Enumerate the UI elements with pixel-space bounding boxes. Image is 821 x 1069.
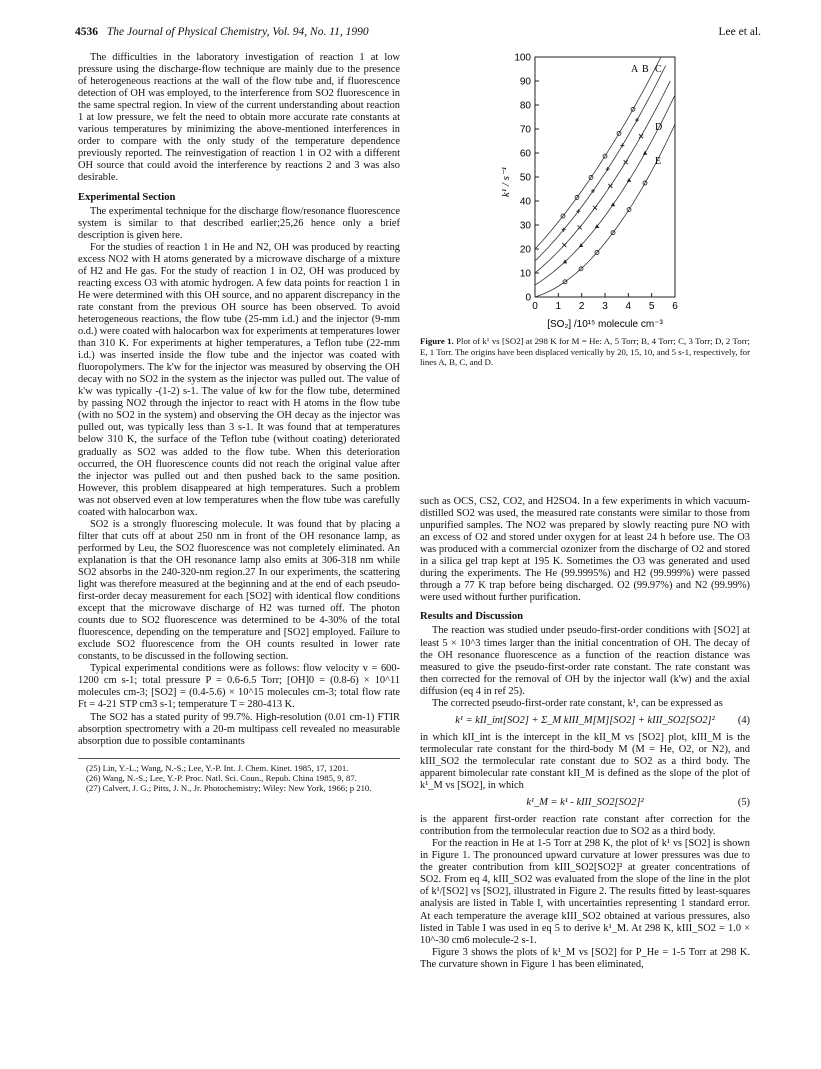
y-tick-label: 80 <box>519 100 531 112</box>
experimental-paragraph-1: The experimental technique for the discharge flow/resonance fluorescence system is similar to that described earlier;25,26 hence only a brief description is given here. <box>78 205 400 241</box>
y-tick-label: 60 <box>519 148 531 160</box>
data-point <box>624 160 628 164</box>
equation-5-body: k¹_M = k¹ - kIII_SO2[SO2]² <box>526 797 644 809</box>
x-axis-label: [SO₂] /10¹⁵ molecule cm⁻³ <box>547 319 663 330</box>
right-column <box>420 496 750 971</box>
reference-26: (26) Wang, N.-S.; Lee, Y.-P. Proc. Natl. Sci. Coun., Repub. China 1985, 9, 87. <box>86 772 357 783</box>
y-tick-label: 20 <box>519 244 531 256</box>
data-point <box>593 206 597 210</box>
y-tick-label: 30 <box>519 220 531 232</box>
line-label-e: E <box>655 156 662 167</box>
footnote-references <box>78 758 400 794</box>
figure-1 <box>495 52 695 332</box>
data-point <box>562 243 566 247</box>
journal-citation: The Journal of Physical Chemistry, Vol. 94, No. 11, 1990 <box>106 26 369 38</box>
equation-5-number: (5) <box>737 797 750 809</box>
experimental-paragraph-3: SO2 is a strongly fluorescing molecule. It was found that by placing a filter that cuts off at about 250 nm in front of the OH resonance lamp, as performed by Leu, the SO2 fluorescence was not completely eliminated. An explanation is that the OH resonance lamp also emits at 306-318 nm while SO2 absorbs in the 240-320-nm region.27 In our experiments, the scattering light was therefore measured at the beginning and at the end of each pseudo-first-order decay measurement for each [SO2] with identical flow conditions except that the microwave discharge of H2 was turned off. The photon counts due to SO2 fluorescence was determined to be 4-30% of the total fluorescence, depending on the temperature and [SO2] employed. Failure to exclude SO2 fluorescence from the OH counts resulted in lower rate constants, to be discussed in the following section. <box>78 518 400 663</box>
line-d <box>535 95 675 285</box>
left-column <box>78 52 400 793</box>
data-point <box>578 225 582 229</box>
y-axis-label: k¹ / s⁻¹ <box>500 166 512 198</box>
reference-25: (25) Lin, Y.-L.; Wang, N.-S.; Lee, Y.-P. Int. J. Chem. Kinet. 1985, 17, 1201. <box>86 762 349 773</box>
data-point <box>639 134 643 138</box>
plot-frame <box>535 57 675 297</box>
data-point <box>635 118 639 122</box>
x-tick-label: 5 <box>648 301 655 312</box>
results-paragraph-1: The reaction was studied under pseudo-first-order conditions with [SO2] at least 5 × 10^3 times larger than the initial concentration of OH. The decay of the OH resonance fluorescence as a function of the reaction distance was measured to give the pseudo-first-order rate constant. The rate constant was then corrected for the removal of OH by the injector wall (k'w) and the axial diffusion (eq 4 in ref 25). <box>420 625 750 697</box>
y-tick-label: 10 <box>519 268 531 280</box>
equation-4 <box>420 715 750 727</box>
x-tick-label: 2 <box>578 301 585 312</box>
x-tick-label: 3 <box>602 301 608 312</box>
results-paragraph-2: The corrected pseudo-first-order rate constant, k¹, can be expressed as <box>432 697 723 709</box>
results-heading: Results and Discussion <box>420 611 524 623</box>
intro-paragraph: The difficulties in the laboratory investigation of reaction 1 at low pressure using the discharge-flow technique are mainly due to the presence of heterogeneous reactions at the wall of the flow tube and, if fluorescence detection of OH was employed, to the interference from SO2 fluorescence in the same spectral region. In view of the current understanding about reaction 1 at low pressure, we felt the need to obtain more accurate rate constants at various temperatures by minimizing the above-mentioned interferences in order to compare with the only study of the temperature dependence previously reported. The reinvestigation of reaction 1 in O2 with a different OH source that could avoid the interference by reactions 2 and 3 was also desirable. <box>78 52 400 184</box>
data-point <box>643 151 647 155</box>
fit-lines <box>535 57 675 297</box>
equation-4-body: k¹ = kII_int[SO2] + Σ_M kIII_M[M][SO2] + kIII_SO2[SO2]² <box>455 714 715 726</box>
data-point <box>606 167 610 171</box>
data-point <box>608 184 612 188</box>
caption-label: Figure 1. <box>420 336 454 346</box>
y-tick-label: 40 <box>519 196 531 208</box>
results-paragraph-4: is the apparent first-order reaction rate constant after correction for the contribution from the termolecular reaction due to SO2 as a third body. <box>420 814 750 838</box>
y-tick-label: 50 <box>519 172 531 184</box>
page-header <box>75 26 761 44</box>
purity-paragraph: such as OCS, CS2, CO2, and H2SO4. In a few experiments in which vacuum-distilled SO2 was used, the measured rate constants were similar to those from unpurified samples. The NO2 was prepared by slowly reacting pure NO with an excess of O2 and stored under oxygen for at least 24 h before use. The O3 was produced with a commercial ozonizer from the discharge of O2 and stored in a silica gel trap kept at 195 K. Sometimes the O3 was generated and used during the experiments. The He (99.9995%) and H2 (99.999%) were passed through a 77 K trap before being discharged. O2 (99.97%) and N2 (99.99%) were used without further purification. <box>420 496 750 604</box>
data-point <box>627 178 631 182</box>
results-paragraph-6: Figure 3 shows the plots of k¹_M vs [SO2] for P_He = 1-5 Torr at 298 K. The curvature shown in Figure 1 has been eliminated, <box>420 946 750 970</box>
y-tick-label: 90 <box>519 76 531 88</box>
line-label-c: C <box>655 64 662 75</box>
equation-4-number: (4) <box>737 714 750 726</box>
experimental-heading: Experimental Section <box>78 191 176 203</box>
line-label-b: B <box>642 64 649 75</box>
figure-1-caption <box>420 336 750 368</box>
x-tick-label: 6 <box>672 301 678 312</box>
x-axis-ticks <box>532 293 678 312</box>
experimental-paragraph-2: For the studies of reaction 1 in He and N2, OH was produced by reacting excess NO2 with H atoms generated by a microwave discharge of a mixture of H2 and He gas. For the study of reaction 1 in O2, OH was produced by reacting excess O3 with atomic hydrogen. A few data points for reaction 1 in He were determined with this OH source, and no apparent discrepancy in the rate constant from the previous OH source has been observed. To avoid heterogeneous reactions, the flow tube (25-mm i.d.) and the injector (9-mm o.d.) were coated with halocarbon wax for experiments at temperatures lower than 310 K. For experiments at higher temperatures, a Teflon tube (22-mm i.d.) was inserted inside the flow tube and the injector was coated with fluoropolymers. The k'w for the injector was measured by observing the OH decay with no SO2 in the system as the injector was pulled out. The value of k'w was typically -(1-2) s-1. The value of kw for the flow tube, determined by passing NO2 through the injector to react with H atoms in the flow tube (with no SO2 in the system) and observing the OH decay as the injector was pulled out, was typically less than 3 s-1. It was found that at temperatures below 310 K, the surface of the Teflon tube (without coating) deteriorated gradually as SO2 was added to the flow tube. When this deterioration occurred, the OH fluorescence counts did not reach the original value after the injector was pulled out and then pushed back to the same position. However, this problem disappeared at high temperatures. Such a problem was not observed even at low temperatures when the flow tube was carefully coated with halocarbon wax. <box>78 241 400 518</box>
x-tick-label: 4 <box>625 301 632 312</box>
x-tick-label: 0 <box>532 301 538 312</box>
line-a <box>535 57 661 249</box>
page-number: 4536 <box>75 26 98 38</box>
results-paragraph-3: in which kII_int is the intercept in the kII_M vs [SO2] plot, kIII_M is the termolecular rate constant for the third-body M (M = He, O2, or N2), and kIII_SO2 the termolecular rate constant due to SO2 as a third body. The apparent bimolecular rate constant kII_M is defined as the slope of the plot of k¹_M vs [SO2], in which <box>420 731 750 792</box>
y-tick-label: 0 <box>525 292 531 304</box>
results-paragraph-5: For the reaction in He at 1-5 Torr at 298 K, the plot of k¹ vs [SO2] is shown in Figure 1. The pronounced upward curvature at lower pressures was due to the greater contribution from kIII_SO2[SO2]² at greater concentrations of SO2. From eq 4, kIII_SO2 was evaluated from the slope of the line in the plot of k¹/[SO2] vs [SO2], illustrated in Figure 2. The results fitted by least-squares analysis are listed in Table I, with uncertainties representing 1 standard error. At each temperature the average kIII_SO2 obtained at various pressures, also listed in Table I was used in eq 5 to derive k¹_M. At 298 K, kIII_SO2 = 1.0 × 10^-30 cm6 molecule-2 s-1. <box>420 838 750 946</box>
data-point <box>620 143 624 147</box>
figure-1-plot <box>495 52 695 332</box>
y-tick-label: 70 <box>519 124 531 136</box>
experimental-paragraph-5: The SO2 has a stated purity of 99.7%. High-resolution (0.01 cm-1) FTIR absorption spectrometry with a 20-m multipass cell revealed no measurable absorption due to possible contaminants <box>78 711 400 747</box>
line-label-d: D <box>655 122 663 133</box>
y-tick-label: 100 <box>514 52 531 64</box>
line-label-a: A <box>631 64 639 75</box>
reference-27: (27) Calvert, J. G.; Pitts, J. N., Jr. Photochemistry; Wiley: New York, 1966; p 210. <box>86 783 372 794</box>
running-authors: Lee et al. <box>718 26 761 38</box>
x-tick-label: 1 <box>555 301 562 312</box>
caption-text: Plot of k¹ vs [SO2] at 298 K for M = He: A, 5 Torr; B, 4 Torr; C, 3 Torr; D, 2 Torr; E, 1 Torr. The origins have been displaced vertically by 20, 15, 10, and 5 s-1, respectively, for lines A, B, C, and D. <box>420 336 751 368</box>
line-e <box>535 124 675 297</box>
equation-5 <box>420 797 750 809</box>
experimental-paragraph-4: Typical experimental conditions were as follows: flow velocity v = 600-1200 cm s-1; total pressure P = 0.6-6.5 Torr; [OH]0 = (0.8-6) × 10^11 molecules cm-3; [SO2] = (0.4-5.6) × 10^15 molecules cm-3; total flow rate Ft = 4-21 STP cm3 s-1; temperature T = 280-413 K. <box>78 663 400 711</box>
